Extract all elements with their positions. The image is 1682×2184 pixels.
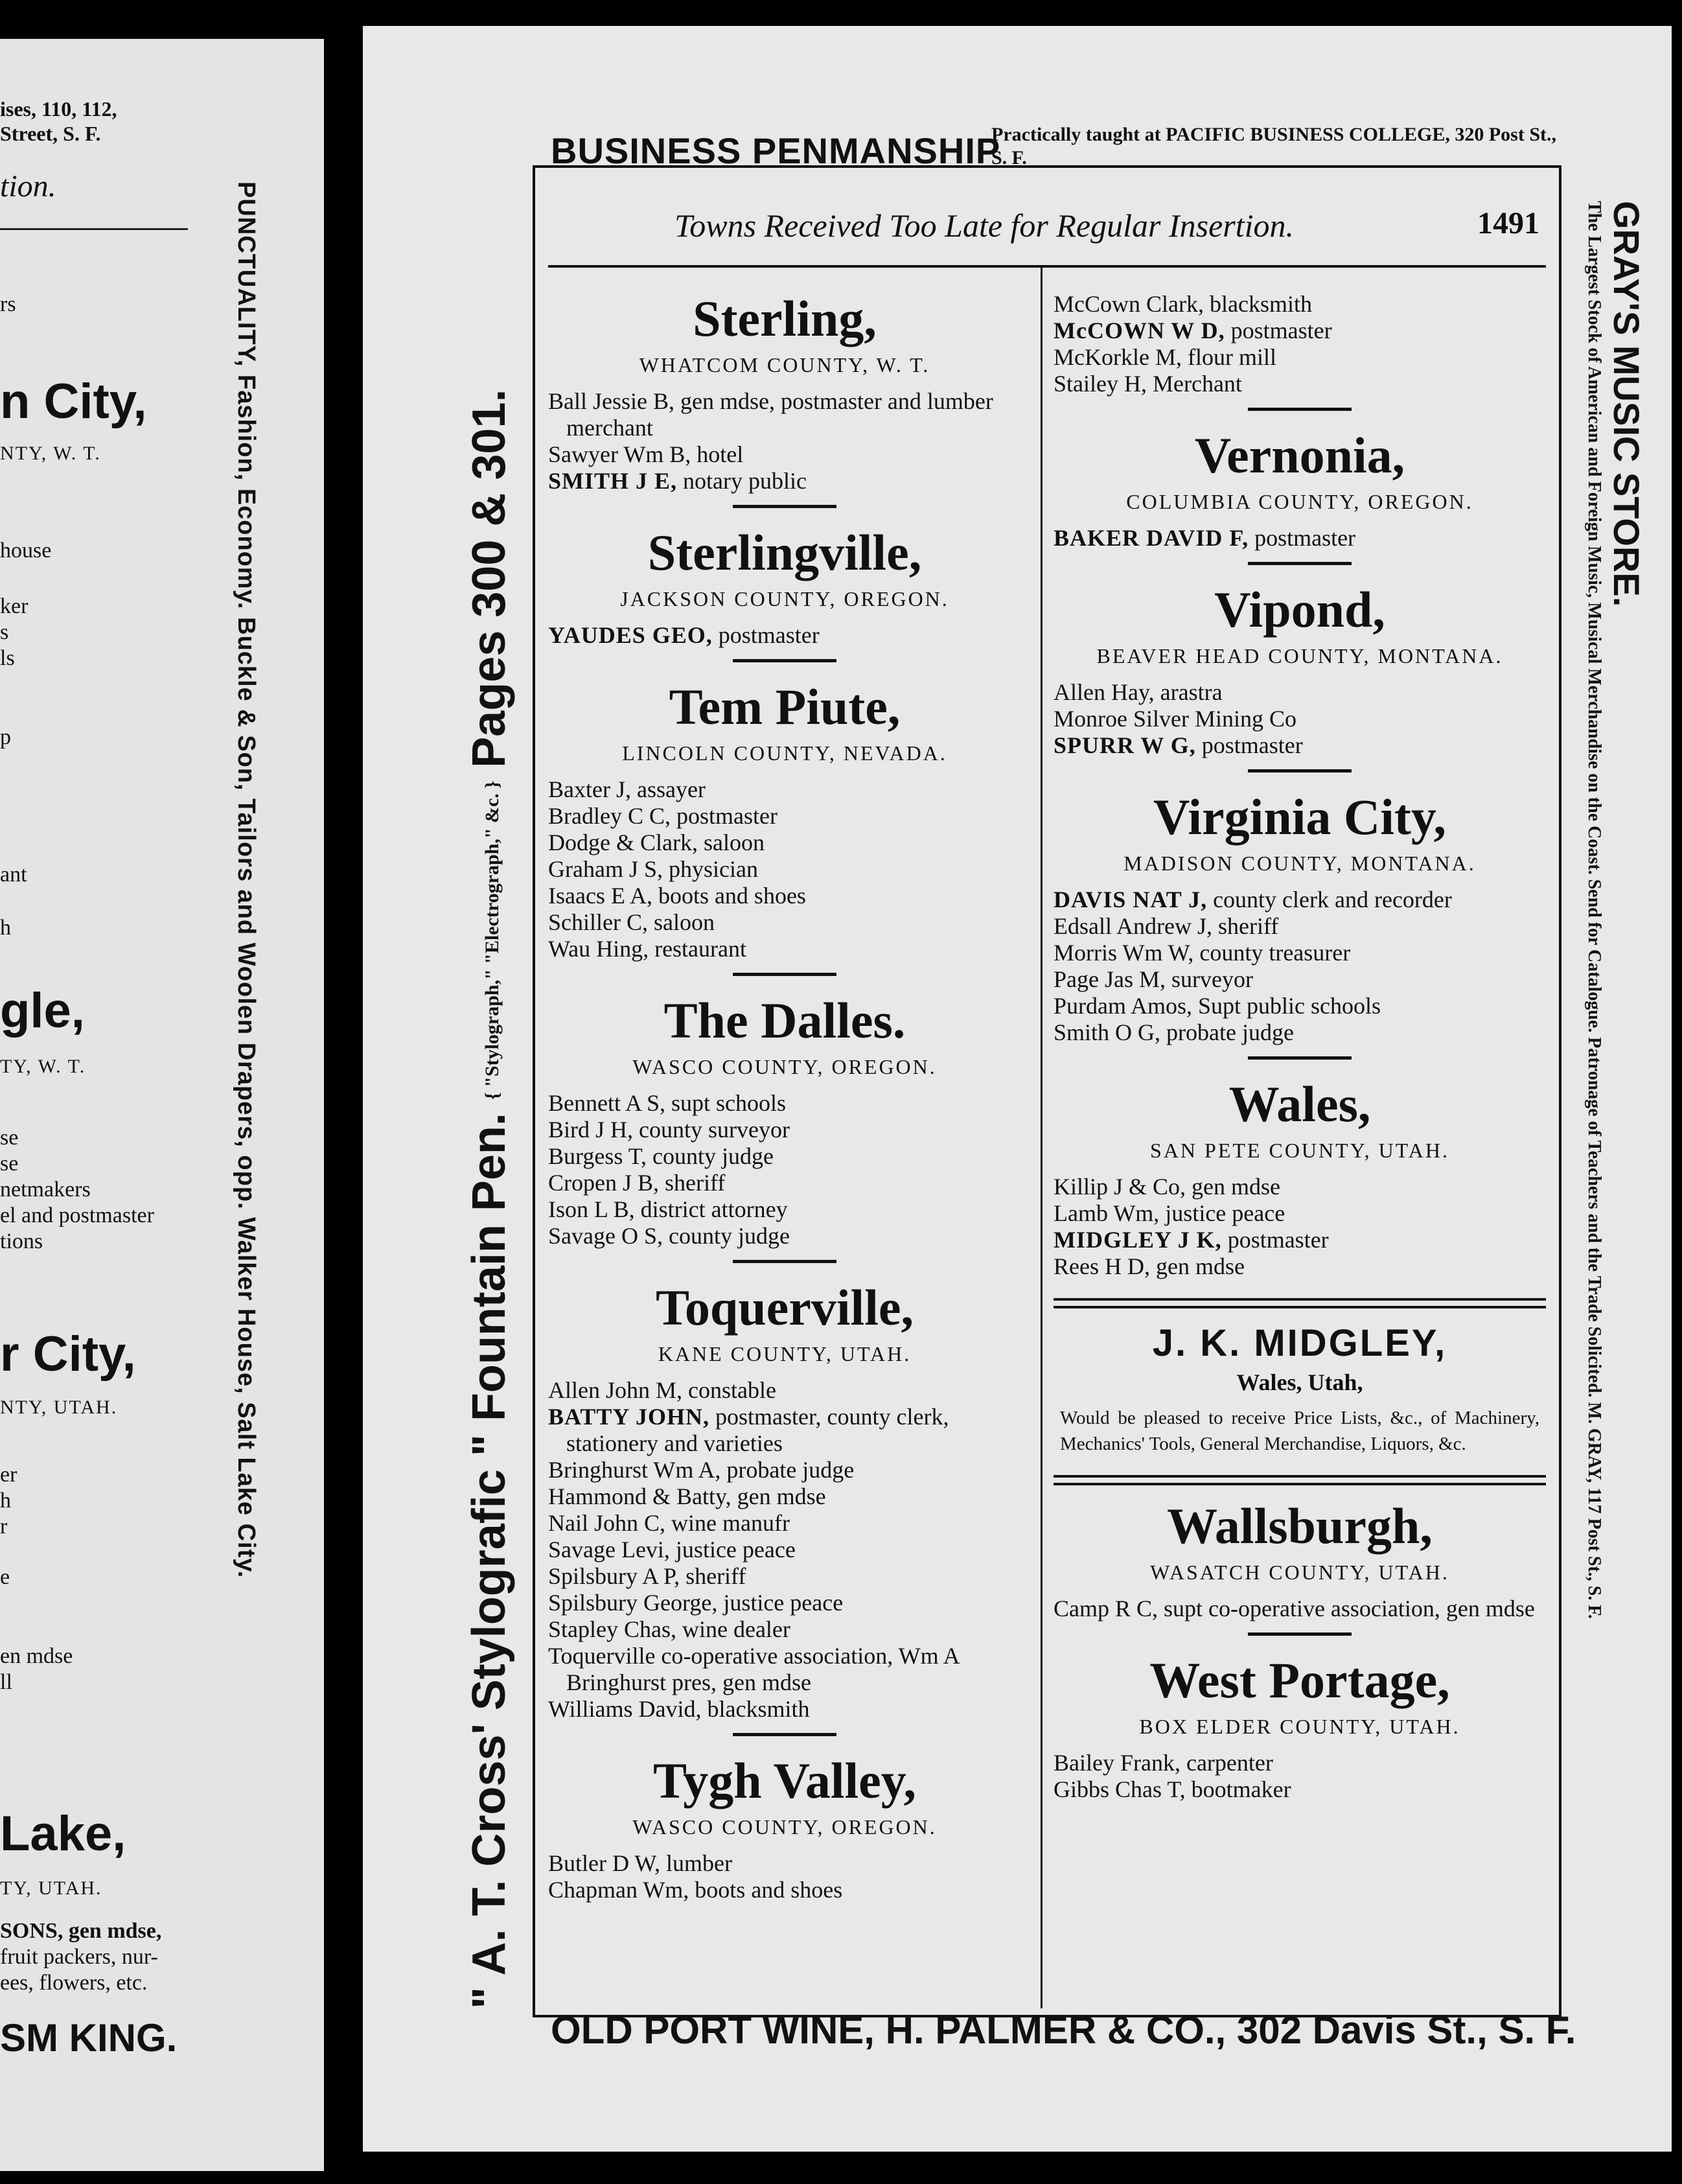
listing-text: Toquerville co-operative association, Wm A Bringhurst pres, gen mdse bbox=[548, 1643, 959, 1695]
town-heading: Tem Piute, bbox=[669, 679, 901, 735]
listing-text: Cropen J B, sheriff bbox=[548, 1170, 726, 1196]
listing-text: Lamb Wm, justice peace bbox=[1054, 1200, 1285, 1226]
listing-entry bbox=[548, 1643, 1021, 1696]
listing-text: Page Jas M, surveyor bbox=[1054, 966, 1253, 992]
bottom-banner: OLD PORT WINE, H. PALMER & CO., 302 Davis St., S. F. bbox=[551, 2008, 1576, 2052]
listing-text: Monroe Silver Mining Co bbox=[1054, 706, 1296, 732]
listing-text: Purdam Amos, Supt public schools bbox=[1054, 993, 1381, 1019]
left-bottom-banner: SM KING. bbox=[0, 2016, 178, 2060]
left-line: SONS, gen mdse, bbox=[0, 1919, 162, 1943]
running-head: Towns Received Too Late for Regular Insertion. bbox=[674, 207, 1295, 244]
left-vertical-ad-text: PUNCTUALITY, Fashion, Economy. Buckle & Son, Tailors and Woolen Drapers, opp. Walker House, Salt Lake City. bbox=[233, 181, 260, 1579]
town-heading: West Portage, bbox=[1149, 1652, 1450, 1708]
listing-text: Spilsbury A P, sheriff bbox=[548, 1563, 746, 1589]
listing-entry bbox=[1054, 732, 1546, 759]
left-county: TY, UTAH. bbox=[0, 1877, 102, 1899]
listing-entry bbox=[548, 1510, 1021, 1537]
left-line: house bbox=[0, 539, 52, 563]
town-heading: The Dalles. bbox=[663, 992, 906, 1049]
listing-name: BAKER DAVID F, bbox=[1054, 525, 1249, 551]
listing-entry bbox=[548, 1117, 1021, 1143]
listing-entry bbox=[548, 1223, 1021, 1249]
listing-text: Edsall Andrew J, sheriff bbox=[1054, 913, 1279, 939]
listing-entry bbox=[1054, 966, 1546, 993]
county-line: JACKSON COUNTY, OREGON. bbox=[620, 587, 949, 610]
listing-name: DAVIS NAT J, bbox=[1054, 887, 1208, 912]
listing-text: Butler D W, lumber bbox=[548, 1850, 732, 1876]
town-heading: Toquerville, bbox=[656, 1279, 914, 1336]
double-rule bbox=[1054, 1298, 1546, 1308]
listing-text: postmaster bbox=[1195, 732, 1303, 758]
listing-text: Ball Jessie B, gen mdse, postmaster and lumber merchant bbox=[548, 388, 993, 441]
listing-entry bbox=[1054, 344, 1546, 371]
listing-entry bbox=[548, 1563, 1021, 1590]
listing-entry bbox=[548, 909, 1021, 936]
separator bbox=[1248, 1056, 1352, 1060]
listing-entry bbox=[1054, 993, 1546, 1019]
listing-text: notary public bbox=[677, 468, 807, 494]
listing-text: Bailey Frank, carpenter bbox=[1054, 1750, 1273, 1776]
ad-text: Would be pleased to receive Price Lists, &c., of Machinery, Mechanics' Tools, General Merchandise, Liquors, &c. bbox=[1060, 1408, 1539, 1454]
separator bbox=[733, 505, 836, 508]
listing-name: SMITH J E, bbox=[548, 468, 678, 494]
left-line: netmakers bbox=[0, 1178, 91, 1202]
listing-text: Bird J H, county surveyor bbox=[548, 1117, 790, 1143]
listing-entry bbox=[548, 1696, 1021, 1723]
town-heading: Vipond, bbox=[1214, 581, 1385, 638]
county-line: BOX ELDER COUNTY, UTAH. bbox=[1139, 1715, 1460, 1738]
left-line: ees, flowers, etc. bbox=[0, 1971, 148, 1995]
left-line: ll bbox=[0, 1670, 12, 1694]
left-top-line-1: ises, 110, 112, bbox=[0, 97, 117, 121]
listing-entry bbox=[548, 388, 1021, 441]
music-store-title: GRAY'S MUSIC STORE. bbox=[1606, 201, 1647, 607]
county-line: WHATCOM COUNTY, W. T. bbox=[639, 353, 930, 377]
right-column bbox=[1054, 291, 1546, 1803]
listing-text: Chapman Wm, boots and shoes bbox=[548, 1877, 843, 1903]
listing-text: Bringhurst Wm A, probate judge bbox=[548, 1457, 855, 1483]
listing-entry bbox=[548, 803, 1021, 830]
town-heading: Virginia City, bbox=[1153, 789, 1447, 845]
county-line: WASCO COUNTY, OREGON. bbox=[632, 1055, 937, 1078]
listing-text: Ison L B, district attorney bbox=[548, 1196, 788, 1222]
listing-text: Savage O S, county judge bbox=[548, 1223, 790, 1249]
left-line: s bbox=[0, 620, 9, 644]
listing-text: postmaster, county clerk, stationery and varieties bbox=[566, 1404, 949, 1456]
listing-text: county clerk and recorder bbox=[1207, 887, 1452, 912]
listing-entry bbox=[548, 936, 1021, 962]
left-town: gle, bbox=[0, 983, 85, 1038]
town-heading: Wallsburgh, bbox=[1167, 1498, 1433, 1554]
double-rule bbox=[1054, 1475, 1546, 1485]
listing-entry bbox=[548, 1404, 1021, 1457]
listing-text: postmaster bbox=[1249, 525, 1356, 551]
listing-entry bbox=[548, 1196, 1021, 1223]
top-banner-subtitle: Practically taught at PACIFIC BUSINESS COLLEGE, 320 Post St., S. F. bbox=[991, 124, 1556, 168]
listing-entry bbox=[548, 883, 1021, 909]
content-frame bbox=[533, 165, 1561, 2017]
listing-entry bbox=[1054, 1174, 1546, 1200]
left-line: ant bbox=[0, 863, 27, 887]
separator bbox=[1248, 562, 1352, 565]
midgley-ad bbox=[1054, 1321, 1546, 1457]
left-town: n City, bbox=[0, 374, 147, 429]
county-line: COLUMBIA COUNTY, OREGON. bbox=[1126, 490, 1473, 513]
listing-entry bbox=[1054, 887, 1546, 913]
left-county: TY, W. T. bbox=[0, 1056, 86, 1077]
left-line: h bbox=[0, 916, 11, 940]
listing-text: Nail John C, wine manufr bbox=[548, 1510, 790, 1536]
listing-entry bbox=[548, 776, 1021, 803]
column-divider bbox=[1041, 266, 1043, 2008]
left-town: r City, bbox=[0, 1327, 136, 1382]
listing-entry bbox=[1054, 1227, 1546, 1253]
left-vertical-ad bbox=[454, 201, 525, 2009]
right-vertical-ad-text bbox=[1565, 201, 1649, 1951]
left-line: fruit packers, nur- bbox=[0, 1945, 158, 1969]
left-line: r bbox=[0, 1515, 8, 1539]
left-county: NTY, W. T. bbox=[0, 443, 101, 464]
listing-entry bbox=[548, 1616, 1021, 1643]
left-line: se bbox=[0, 1152, 19, 1176]
listing-text: Bradley C C, postmaster bbox=[548, 803, 778, 829]
left-line: h bbox=[0, 1489, 11, 1513]
left-line: se bbox=[0, 1126, 19, 1150]
town-heading: Sterling, bbox=[693, 290, 877, 347]
music-store-subtitle: The Largest Stock of American and Foreign Music, Musical Merchandise on the Coast. Send for Catalogue. Patronage of Teachers and the Trade Solicited. M. GRAY, 117 Post St., S. F. bbox=[1584, 201, 1604, 1619]
left-heading-fragment: tion. bbox=[0, 169, 56, 203]
listing-text: postmaster bbox=[1221, 1227, 1329, 1253]
town-heading: Sterlingville, bbox=[647, 524, 922, 581]
listing-entry bbox=[548, 1483, 1021, 1510]
listing-entry bbox=[1054, 291, 1546, 318]
listing-text: Stailey H, Merchant bbox=[1054, 371, 1242, 397]
listing-entry bbox=[548, 1590, 1021, 1616]
separator bbox=[733, 973, 836, 976]
listing-text: postmaster bbox=[1225, 318, 1332, 343]
county-line: MADISON COUNTY, MONTANA. bbox=[1123, 852, 1476, 875]
listing-entry bbox=[548, 830, 1021, 856]
listing-text: postmaster bbox=[712, 622, 820, 648]
listing-text: Allen John M, constable bbox=[548, 1377, 776, 1403]
listing-text: Baxter J, assayer bbox=[548, 776, 706, 802]
listing-entry bbox=[548, 856, 1021, 883]
listing-entry bbox=[548, 441, 1021, 468]
continued-listing bbox=[1054, 291, 1546, 397]
listing-name: YAUDES GEO, bbox=[548, 622, 713, 648]
left-column bbox=[548, 291, 1021, 1903]
right-vertical-ad bbox=[1565, 201, 1649, 1951]
listing-text: Dodge & Clark, saloon bbox=[548, 830, 765, 855]
listing-text: Smith O G, probate judge bbox=[1054, 1019, 1294, 1045]
left-line: ker bbox=[0, 594, 29, 618]
fountain-pen-ad-small: { "Stylograph," "Electrograph," &c. } bbox=[481, 780, 503, 1100]
listing-text: Sawyer Wm B, hotel bbox=[548, 441, 744, 467]
listing-text: Morris Wm W, county treasurer bbox=[1054, 940, 1351, 966]
listing-text: Burgess T, county judge bbox=[548, 1143, 774, 1169]
listing-entry bbox=[1054, 371, 1546, 397]
listing-text: McCown Clark, blacksmith bbox=[1054, 291, 1312, 317]
listing-name: SPURR W G, bbox=[1054, 732, 1196, 758]
left-line: p bbox=[0, 725, 11, 749]
directory-page bbox=[363, 26, 1672, 2152]
listing-text: Allen Hay, arastra bbox=[1054, 679, 1223, 705]
fountain-pen-ad-pages: Pages 300 & 301. bbox=[463, 389, 515, 768]
listing-entry bbox=[1054, 1019, 1546, 1046]
left-rule bbox=[0, 228, 188, 230]
left-line: el and postmaster bbox=[0, 1203, 154, 1227]
listing-text: Camp R C, supt co-operative association, gen mdse bbox=[1054, 1596, 1535, 1621]
listing-name: McCOWN W D, bbox=[1054, 318, 1225, 343]
listing-entry bbox=[548, 1877, 1021, 1903]
listing-text: Isaacs E A, boots and shoes bbox=[548, 883, 806, 909]
head-rule bbox=[548, 265, 1546, 268]
separator bbox=[733, 1260, 836, 1263]
page-number: 1491 bbox=[1477, 206, 1539, 240]
listing-entry bbox=[1054, 1596, 1546, 1622]
ad-place: Wales, Utah, bbox=[1236, 1369, 1363, 1395]
left-page-fragment bbox=[0, 39, 324, 2171]
county-line: WASCO COUNTY, OREGON. bbox=[632, 1815, 937, 1839]
listing-text: Hammond & Batty, gen mdse bbox=[548, 1483, 826, 1509]
separator bbox=[733, 1733, 836, 1736]
listing-entry bbox=[1054, 1750, 1546, 1776]
listing-entry bbox=[1054, 525, 1546, 552]
town-heading: Tygh Valley, bbox=[652, 1752, 917, 1809]
listing-text: Gibbs Chas T, bootmaker bbox=[1054, 1776, 1291, 1802]
listing-entry bbox=[1054, 706, 1546, 732]
left-vertical-ad-text bbox=[454, 201, 525, 2009]
left-line: ls bbox=[0, 646, 15, 670]
listing-entry bbox=[548, 1377, 1021, 1404]
county-line: SAN PETE COUNTY, UTAH. bbox=[1150, 1139, 1449, 1162]
listing-entry bbox=[1054, 1776, 1546, 1803]
separator bbox=[1248, 769, 1352, 773]
listing-entry bbox=[1054, 318, 1546, 344]
listing-text: Williams David, blacksmith bbox=[548, 1696, 810, 1722]
county-line: KANE COUNTY, UTAH. bbox=[658, 1342, 912, 1365]
right-column-towns-bottom bbox=[1054, 1498, 1546, 1803]
town-heading: Wales, bbox=[1228, 1076, 1371, 1132]
listing-entry bbox=[548, 1457, 1021, 1483]
left-top-line-2: Street, S. F. bbox=[0, 122, 101, 145]
listing-entry bbox=[548, 1170, 1021, 1196]
left-town: Lake, bbox=[0, 1806, 126, 1861]
listing-text: Killip J & Co, gen mdse bbox=[1054, 1174, 1280, 1200]
listing-text: Savage Levi, justice peace bbox=[548, 1537, 796, 1562]
listing-entry bbox=[1054, 913, 1546, 940]
separator bbox=[1248, 1632, 1352, 1636]
listing-name: BATTY JOHN, bbox=[548, 1404, 710, 1430]
listing-entry bbox=[1054, 940, 1546, 966]
listing-entry bbox=[1054, 1200, 1546, 1227]
listing-name: MIDGLEY J K, bbox=[1054, 1227, 1222, 1253]
listing-text: Bennett A S, supt schools bbox=[548, 1090, 787, 1116]
left-line: er bbox=[0, 1463, 17, 1487]
left-vertical-ad bbox=[220, 181, 272, 1970]
listing-text: Graham J S, physician bbox=[548, 856, 758, 882]
county-line: LINCOLN COUNTY, NEVADA. bbox=[622, 741, 947, 765]
ad-name: J. K. MIDGLEY, bbox=[1152, 1322, 1447, 1364]
county-line: WASATCH COUNTY, UTAH. bbox=[1150, 1561, 1449, 1584]
separator bbox=[733, 659, 836, 662]
left-line: rs bbox=[0, 292, 16, 316]
listing-entry bbox=[548, 1143, 1021, 1170]
listing-text: Stapley Chas, wine dealer bbox=[548, 1616, 790, 1642]
listing-entry bbox=[548, 622, 1021, 649]
listing-text: Schiller C, saloon bbox=[548, 909, 715, 935]
separator bbox=[1248, 408, 1352, 411]
listing-text: McKorkle M, flour mill bbox=[1054, 344, 1276, 370]
county-line: BEAVER HEAD COUNTY, MONTANA. bbox=[1096, 644, 1503, 668]
listing-entry bbox=[1054, 1253, 1546, 1280]
right-column-towns bbox=[1054, 428, 1546, 1280]
listing-entry bbox=[548, 1850, 1021, 1877]
left-line: en mdse bbox=[0, 1644, 73, 1668]
listing-text: Spilsbury George, justice peace bbox=[548, 1590, 844, 1616]
listing-entry bbox=[548, 468, 1021, 494]
listing-text: Wau Hing, restaurant bbox=[548, 936, 746, 962]
town-heading: Vernonia, bbox=[1194, 427, 1405, 483]
fountain-pen-ad: " A. T. Cross' Stylografic " Fountain Pen. bbox=[463, 1113, 515, 2009]
listing-entry bbox=[548, 1537, 1021, 1563]
listing-text: Rees H D, gen mdse bbox=[1054, 1253, 1245, 1279]
left-line: tions bbox=[0, 1229, 43, 1253]
listing-entry bbox=[548, 1090, 1021, 1117]
top-banner-title: BUSINESS PENMANSHIP bbox=[551, 130, 1001, 171]
left-county: NTY, UTAH. bbox=[0, 1397, 118, 1418]
listing-entry bbox=[1054, 679, 1546, 706]
left-line: e bbox=[0, 1565, 10, 1589]
